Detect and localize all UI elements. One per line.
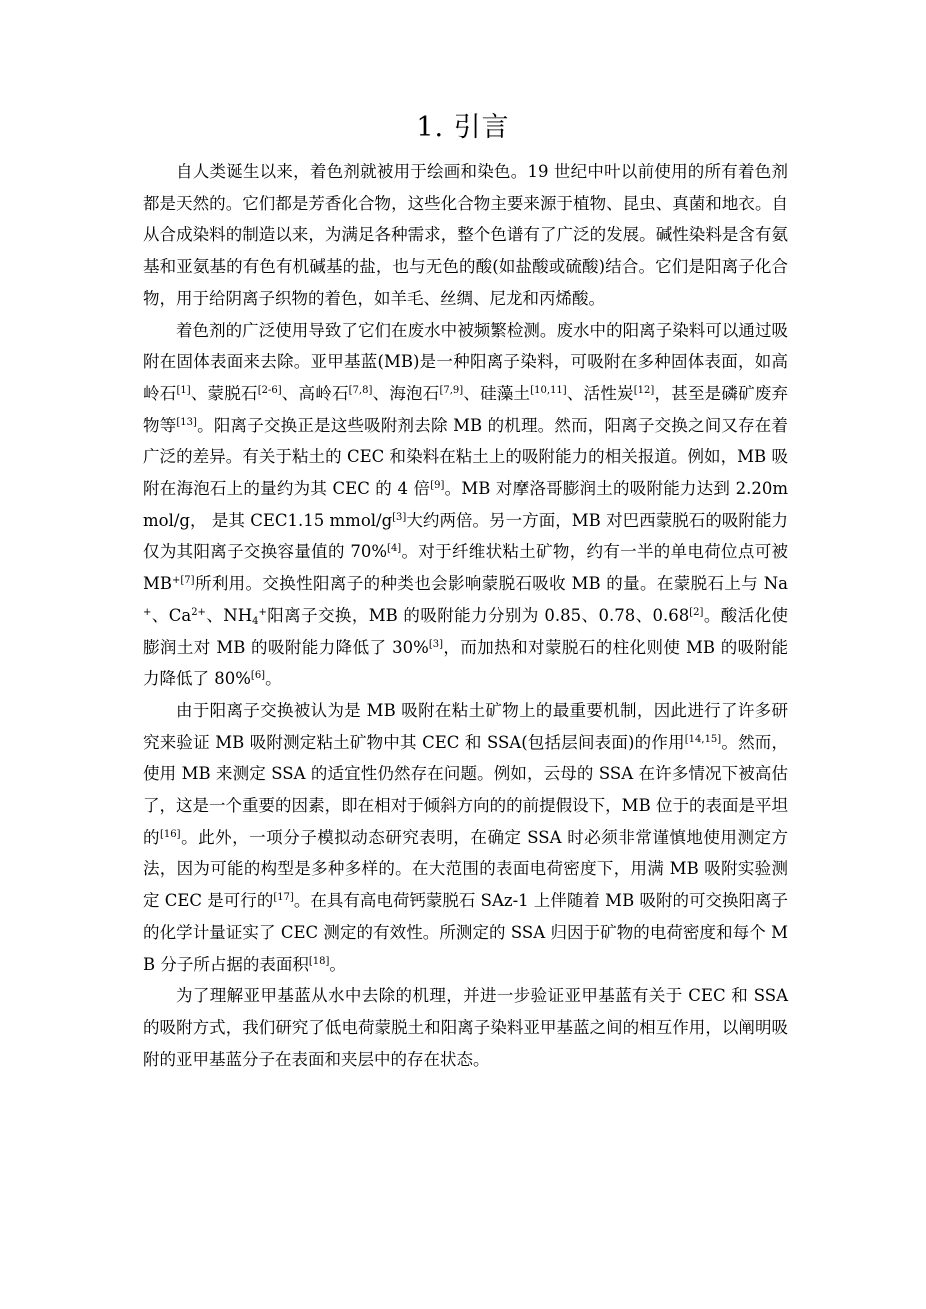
text-span: 由于阳离子交换被认为是 MB 吸附在粘土矿物上的最重要机制，因此进行了许多研究来验证 MB 吸附测定粘土矿物中其 CEC 和 SSA(包括层间表面)的作用	[143, 700, 788, 752]
text-span: ，而加热和对蒙脱石的柱化则使 MB 的吸附能力降低了 80%	[143, 637, 788, 689]
paragraph-2	[143, 315, 788, 695]
text-span: 。酸活化使膨润土对 MB 的吸附能力降低了 30%	[143, 605, 789, 657]
text-span: 、硅藻土	[463, 383, 531, 403]
text-span: 阳离子交换，MB 的吸附能力分别为 0.85、0.78、0.68	[266, 605, 690, 625]
citation: [2]	[689, 606, 704, 618]
text-span: 。此外，一项分子模拟动态研究表明，在确定 SSA 时必须非常谨慎地使用测定方法，因为可能的构型是多种多样的。在大范围的表面电荷密度下，用满 MB 吸附实验测定 CEC 是可行的	[143, 827, 788, 911]
ion-charge: 2+	[191, 606, 206, 618]
citation: [16]	[160, 828, 181, 840]
citation: [14,15]	[684, 733, 722, 745]
citation: [7,8]	[348, 384, 373, 396]
ion-charge: +	[258, 606, 267, 618]
paragraph-4: 为了理解亚甲基蓝从水中去除的机理，并进一步验证亚甲基蓝有关于 CEC 和 SSA 的吸附方式，我们研究了低电荷蒙脱土和阳离子染料亚甲基蓝之间的相互作用，以阐明吸附的亚甲基蓝分子在表面和夹层中的存在状态。	[143, 986, 788, 1069]
text-span: 。对于纤维状粘土矿物，约有一半的单电荷位点可被 MB	[143, 542, 789, 594]
citation: [10,11]	[530, 384, 567, 396]
citation: [3]	[392, 511, 407, 523]
text-span: 。阳离子交换正是这些吸附剂去除 MB 的机理。然而，阳离子交换之间又存在着广泛的差异。有关于粘土的 CEC 和染料在粘土上的吸附能力的相关报道。例如，MB 吸附在海泡石上的量约为其 CEC 的 4 倍	[143, 415, 788, 499]
text-span: 、活性炭	[566, 383, 634, 403]
citation: [1]	[176, 384, 191, 396]
text-span: 、高岭石	[281, 383, 349, 403]
citation: [3]	[428, 638, 443, 650]
citation: [9]	[430, 480, 445, 492]
paragraph-3	[143, 695, 788, 980]
text-span: 。	[329, 954, 346, 974]
text-span: 、海泡石	[372, 383, 440, 403]
ion-charge: +	[143, 606, 152, 618]
text-span: 。然而，使用 MB 来测定 SSA 的适宜性仍然存在问题。例如，云母的 SSA 在许多情况下被高估了，这是一个重要的因素，即在相对于倾斜方向的的前提假设下，MB 位于的表面是平坦的	[143, 732, 788, 847]
citation: [13]	[176, 416, 197, 428]
text-span: 。	[265, 669, 282, 689]
citation: [6]	[250, 670, 266, 682]
text-span: 大约两倍。另一方面，MB 对巴西蒙脱石的吸附能力仅为其阳离子交换容量值的 70%	[143, 510, 788, 562]
body-text	[143, 156, 788, 1075]
section-title: 1. 引言	[416, 112, 510, 143]
text-span: 所利用。交换性阳离子的种类也会影响蒙脱石吸收 MB 的量。在蒙脱石上与 Na	[194, 574, 788, 594]
text-span: 。MB 对摩洛哥膨润土的吸附能力达到 2.20mmol/g， 是其 CEC1.15 mmol/g	[143, 479, 788, 530]
citation: [4]	[387, 543, 402, 555]
text-span: 、NH	[205, 605, 253, 625]
paragraph-1: 自人类诞生以来，着色剂就被用于绘画和染色。19 世纪中叶以前使用的所有着色剂都是天然的。它们都是芳香化合物，这些化合物主要来源于植物、昆虫、真菌和地衣。自从合成染料的制造以来，为满足各种需求，整个色谱有了广泛的发展。碱性染料是含有氨基和亚氨基的有色有机碱基的盐，也与无色的酸(如盐酸或硫酸)结合。它们是阳离子化合物，用于给阴离子织物的着色，如羊毛、丝绸、尼龙和丙烯酸。	[143, 162, 788, 308]
text-span: 、Ca	[151, 605, 192, 625]
citation: +[7]	[172, 575, 195, 587]
text-span: 。在具有高电荷钙蒙脱石 SAz-1 上伴随着 MB 吸附的可交换阳离子的化学计量证实了 CEC 测定的有效性。所测定的 SSA 归因于矿物的电荷密度和每个 MB 分子所占据的表面积	[143, 891, 788, 974]
citation: [17]	[273, 892, 294, 904]
text-span: 、蒙脱石	[190, 383, 258, 403]
citation: [18]	[308, 955, 330, 967]
citation: [12]	[633, 384, 655, 396]
citation: [2-6]	[257, 384, 282, 396]
text-span: 着色剂的广泛使用导致了它们在废水中被频繁检测。废水中的阳离子染料可以通过吸附在固体表面来去除。亚甲基蓝(MB)是一种阳离子染料，可吸附在多种固体表面，如高岭石	[143, 320, 788, 403]
citation: [7,9]	[439, 384, 464, 396]
text-span: ，甚至是磷矿废弃物等	[143, 383, 789, 435]
ion-subscript: 4	[252, 615, 259, 627]
